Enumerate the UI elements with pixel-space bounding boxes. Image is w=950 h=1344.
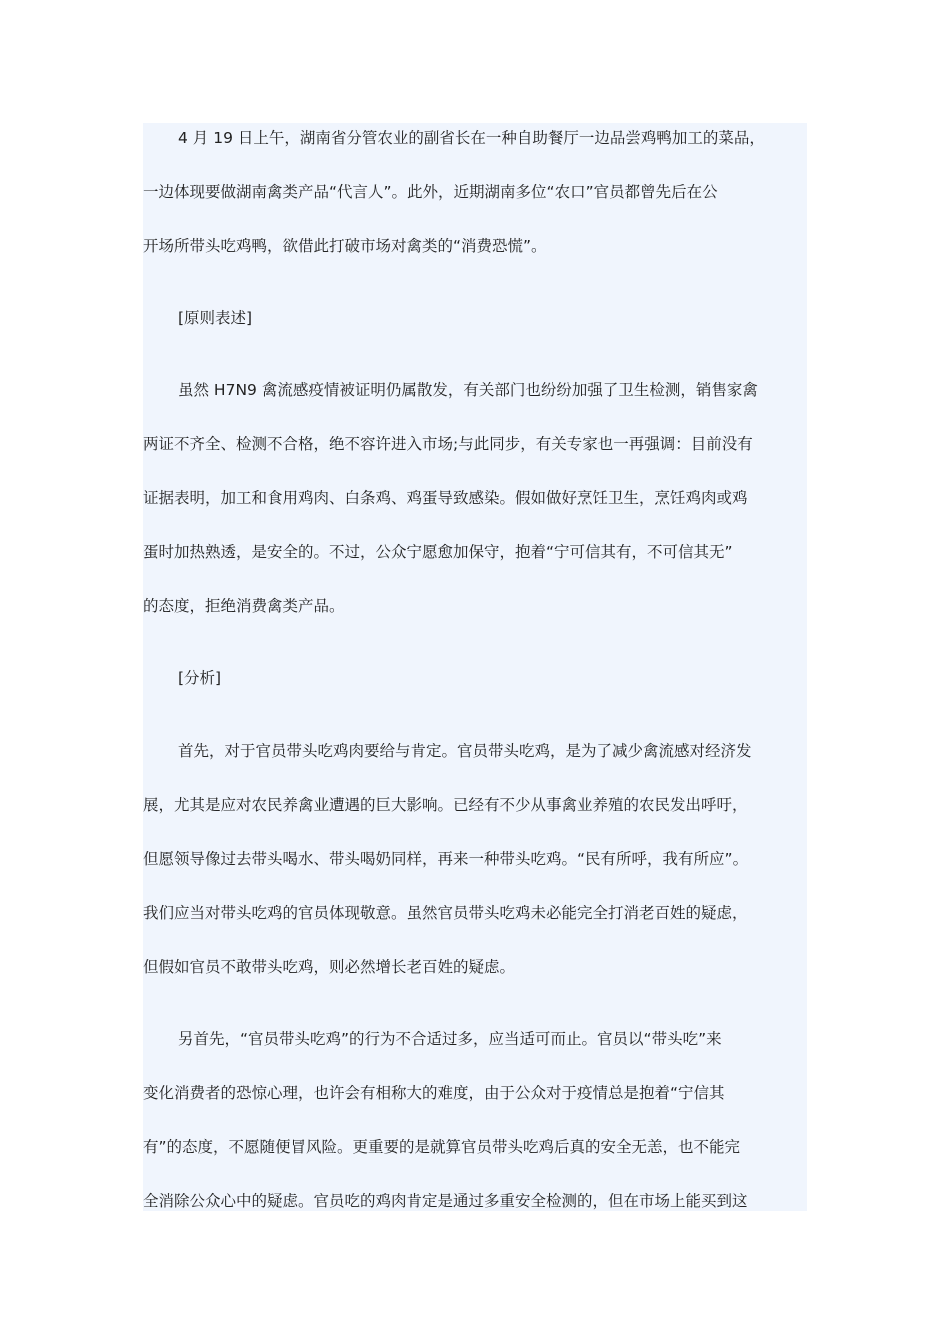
paragraph-2-line-1: 虽然 H7N9 禽流感疫情被证明仍属散发，有关部门也纷纷加强了卫生检测，销售家禽 <box>178 381 758 399</box>
paragraph-4-line-3: 有”的态度，不愿随便冒风险。更重要的是就算官员带头吃鸡后真的安全无恙，也不能完 <box>143 1138 741 1156</box>
paragraph-3-line-2: 展，尤其是应对农民养禽业遭遇的巨大影响。已经有不少从事禽业养殖的农民发出呼吁， <box>143 796 748 814</box>
paragraph-2-line-3: 证据表明，加工和食用鸡肉、白条鸡、鸡蛋导致感染。假如做好烹饪卫生，烹饪鸡肉或鸡 <box>143 489 748 507</box>
paragraph-2-line-2: 两证不齐全、检测不合格，绝不容许进入市场;与此同步，有关专家也一再强调：目前没有 <box>143 435 753 453</box>
paragraph-1-line-2: 一边体现要做湖南禽类产品“代言人”。此外，近期湖南多位“农口”官员都曾先后在公 <box>143 183 718 201</box>
paragraph-4-line-1: 另首先，“官员带头吃鸡”的行为不合适过多，应当适可而止。官员以“带头吃”来 <box>178 1030 722 1048</box>
paragraph-3-line-3: 但愿领导像过去带头喝水、带头喝奶同样，再来一种带头吃鸡。“民有所呼，我有所应”。 <box>143 850 749 868</box>
paragraph-1-line-1: 4 月 19 日上午，湖南省分管农业的副省长在一种自助餐厅一边品尝鸡鸭加工的菜品， <box>178 129 765 147</box>
paragraph-3-line-1: 首先，对于官员带头吃鸡肉要给与肯定。官员带头吃鸡，是为了减少禽流感对经济发 <box>178 742 752 760</box>
paragraph-4-line-2: 变化消费者的恐惊心理，也许会有相称大的难度，由于公众对于疫情总是抱着“宁信其 <box>143 1084 725 1102</box>
paragraph-2-line-5: 的态度，拒绝消费禽类产品。 <box>143 597 345 615</box>
paragraph-2-line-4: 蛋时加热熟透，是安全的。不过，公众宁愿愈加保守，抱着“宁可信其有，不可信其无” <box>143 543 733 561</box>
heading-analysis: [分析] <box>178 669 222 687</box>
paragraph-3-line-4: 我们应当对带头吃鸡的官员体现敬意。虽然官员带头吃鸡未必能完全打消老百姓的疑虑， <box>143 904 748 922</box>
paragraph-4-line-4: 全消除公众心中的疑虑。官员吃的鸡肉肯定是通过多重安全检测的，但在市场上能买到这 <box>143 1192 748 1210</box>
heading-principle: [原则表述] <box>178 309 253 327</box>
paragraph-1-line-3: 开场所带头吃鸡鸭，欲借此打破市场对禽类的“消费恐慌”。 <box>143 237 547 255</box>
paragraph-3-line-5: 但假如官员不敢带头吃鸡，则必然增长老百姓的疑虑。 <box>143 958 516 976</box>
